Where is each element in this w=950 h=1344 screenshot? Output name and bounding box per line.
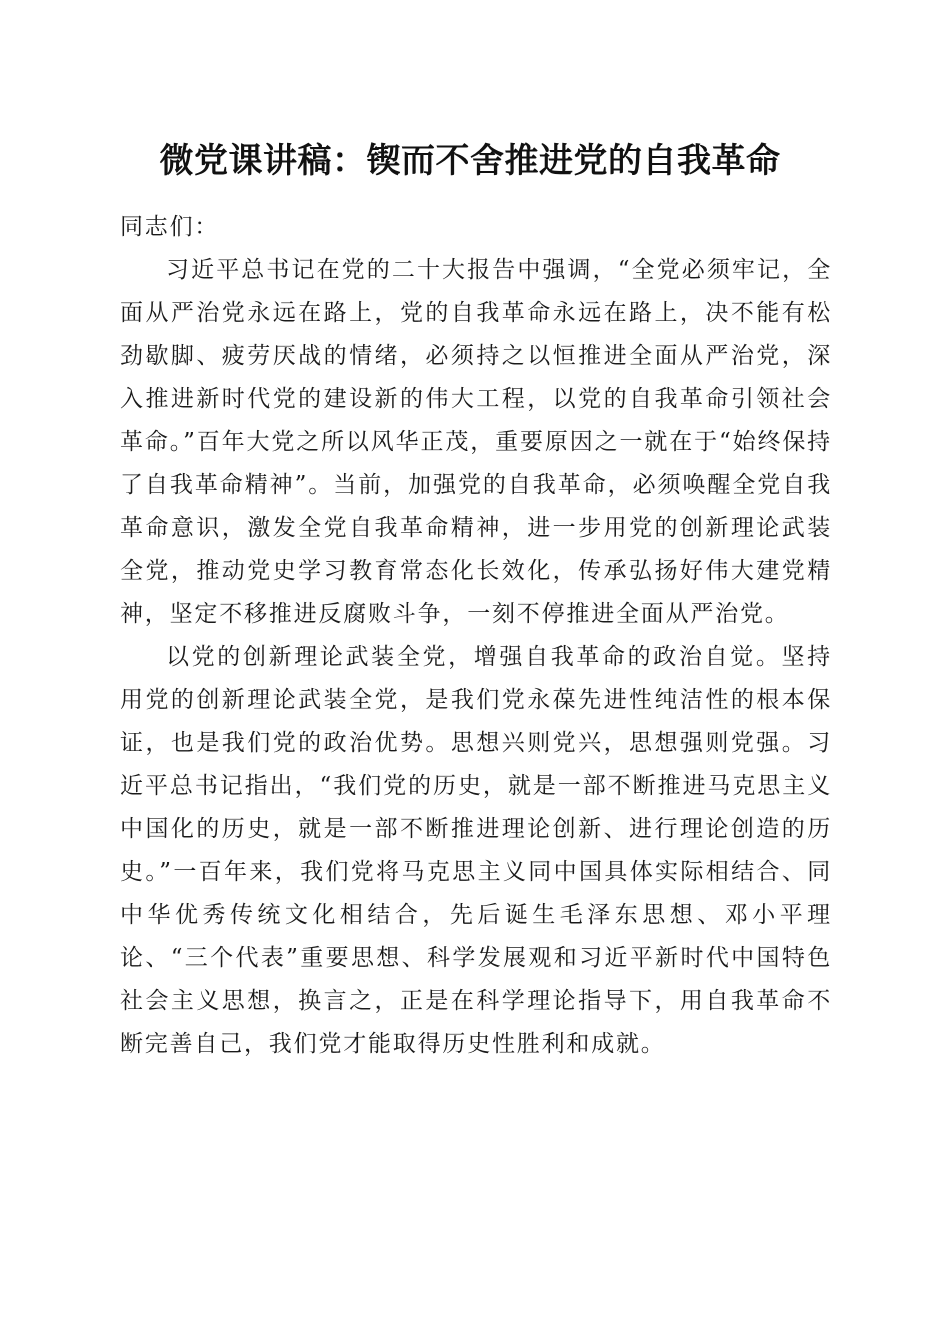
document-title: 微党课讲稿：锲而不舍推进党的自我革命: [159, 141, 781, 181]
paragraph: 习近平总书记在党的二十大报告中强调，“全党必须牢记，全面从严治党永远在路上，党的自我革命永远在路上，决不能有松劲歇脚、疲劳厌战的情绪，必须持之以恒推进全面从严治党，深入推进新时代党的建设新的伟大工程，以党的自我革命引领社会革命。”百年大党之所以风华正茂，重要原因之一就在于“始终保持了自我革命精神”。当前，加强党的自我革命，必须唤醒全党自我革命意识，激发全党自我革命精神，进一步用党的创新理论武装全党，推动党史学习教育常态化长效化，传承弘扬好伟大建党精神，坚定不移推进反腐败斗争，一刻不停推进全面从严治党。: [120, 257, 832, 627]
greeting: 同志们：: [120, 214, 220, 240]
paragraph: 以党的创新理论武装全党，增强自我革命的政治自觉。坚持用党的创新理论武装全党，是我们党永葆先进性纯洁性的根本保证，也是我们党的政治优势。思想兴则党兴，思想强则党强。习近平总书记指出，“我们党的历史，就是一部不断推进马克思主义中国化的历史，就是一部不断推进理论创新、进行理论创造的历史。”一百年来，我们党将马克思主义同中国具体实际相结合、同中华优秀传统文化相结合，先后诞生毛泽东思想、邓小平理论、“三个代表”重要思想、科学发展观和习近平新时代中国特色社会主义思想，换言之，正是在科学理论指导下，用自我革命不断完善自己，我们党才能取得历史性胜利和成就。: [120, 644, 832, 1057]
document-body: [120, 206, 832, 1066]
